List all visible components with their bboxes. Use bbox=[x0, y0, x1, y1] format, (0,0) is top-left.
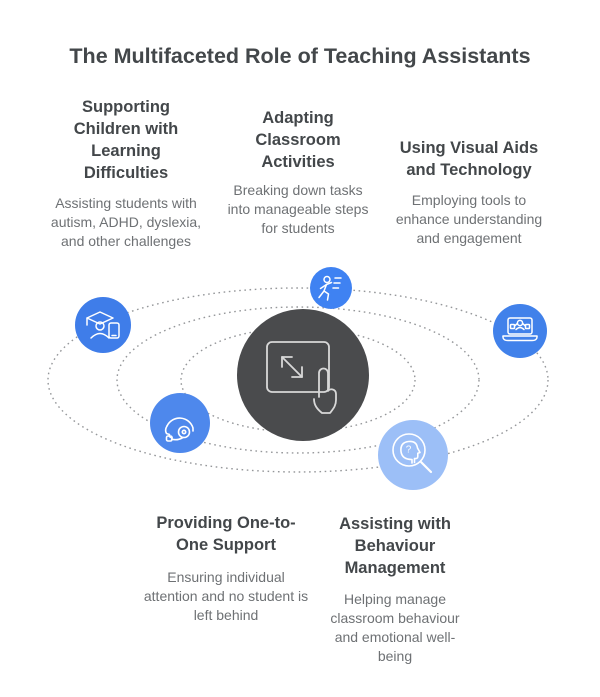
section-heading: Using Visual Aids and Technology bbox=[399, 139, 539, 179]
section-body: Ensuring individual attention and no student is left behind bbox=[143, 569, 309, 623]
section-heading: Supporting Children with Learning Difficulties bbox=[73, 98, 179, 182]
question-mark-glyph: ? bbox=[405, 444, 412, 456]
satellite-circle bbox=[493, 304, 547, 358]
center-node bbox=[237, 309, 369, 441]
section-heading: Adapting Classroom Activities bbox=[255, 109, 341, 171]
section-learning-difficulties bbox=[36, 96, 216, 251]
satellite-circle bbox=[310, 267, 352, 309]
satellite-circle bbox=[150, 393, 210, 453]
section-body: Assisting students with autism, ADHD, dyslexia, and other challenges bbox=[50, 195, 202, 249]
section-behaviour bbox=[325, 513, 465, 666]
section-heading: Assisting with Behaviour Management bbox=[339, 515, 451, 577]
satellite-behaviour bbox=[378, 420, 448, 490]
section-visual-aids bbox=[389, 137, 549, 248]
satellite-circle bbox=[378, 420, 448, 490]
satellite-circle bbox=[75, 297, 131, 353]
section-body: Employing tools to enhance understanding and engagement bbox=[395, 192, 543, 246]
section-one-to-one bbox=[141, 512, 311, 625]
center-circle bbox=[237, 309, 369, 441]
orbit-diagram bbox=[0, 250, 600, 505]
satellite-technology bbox=[493, 304, 547, 358]
page-title: The Multifaceted Role of Teaching Assistants bbox=[69, 44, 531, 68]
section-body: Breaking down tasks into manageable steps for students bbox=[227, 182, 369, 236]
satellite-activities bbox=[310, 267, 352, 309]
satellite-support bbox=[150, 393, 210, 453]
section-heading: Providing One-to-One Support bbox=[156, 514, 296, 554]
section-body: Helping manage classroom behaviour and emotional well-being bbox=[330, 591, 460, 664]
section-classroom-activities bbox=[218, 107, 378, 238]
satellite-learning bbox=[75, 297, 131, 353]
